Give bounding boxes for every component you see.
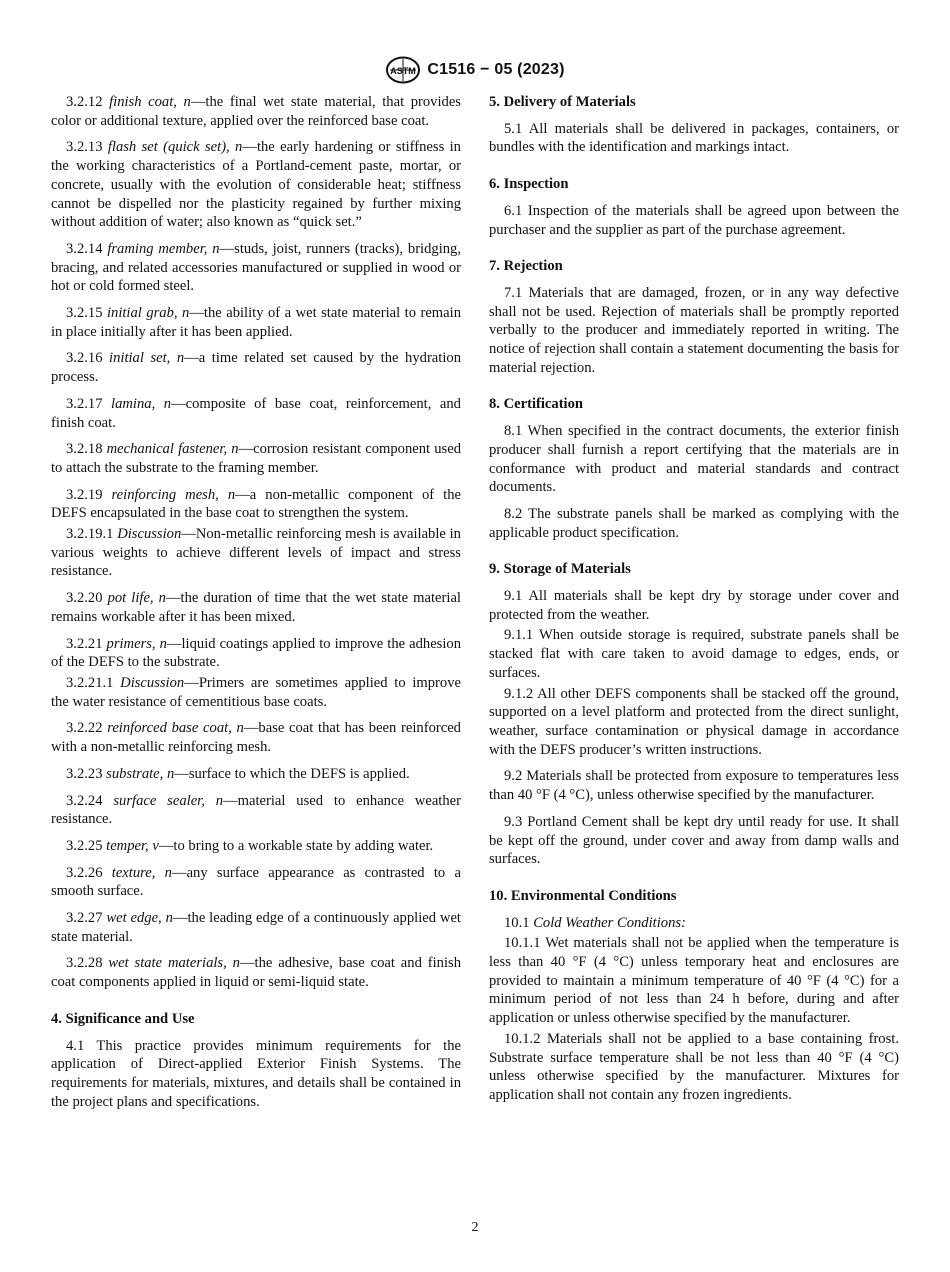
clause-3-2-21-1: 3.2.21.1 Discussion—Primers are sometimes applied to improve the water resistance of cementitious base coats. xyxy=(51,674,461,710)
clause-3-2-19-1: 3.2.19.1 Discussion—Non-metallic reinforcing mesh is available in various weights to achieve different levels of impact and stress resistance. xyxy=(51,526,461,580)
page-header xyxy=(0,55,950,85)
clause-3-2-17: 3.2.17 lamina, n—composite of base coat, reinforcement, and finish coat. xyxy=(51,395,461,431)
section-heading-10: 10. Environmental Conditions xyxy=(489,887,677,904)
section-heading-6: 6. Inspection xyxy=(489,176,569,193)
clause-6-1: 6.1 Inspection of the materials shall be agreed upon between the purchaser and the supplier as part of the purchase agreement. xyxy=(489,202,899,238)
right-column xyxy=(489,93,899,1113)
clause-3-2-15: 3.2.15 initial grab, n—the ability of a wet state material to remain in place initially after it has been applied. xyxy=(51,305,461,340)
section-heading-9: 9. Storage of Materials xyxy=(489,561,631,578)
clause-9-1: 9.1 All materials shall be kept dry by storage under cover and protected from the weather. xyxy=(489,588,899,623)
clause-7-1: 7.1 Materials that are damaged, frozen, or in any way defective shall not be used. Rejection of materials shall be promptly reported verbally to the producer and immediately reported in writing. The notice of rejection shall contain a statement documenting the basis for material rejection. xyxy=(489,284,899,376)
document-designation: C1516 − 05 (2023) xyxy=(427,61,565,78)
astm-logo-text: ASTM xyxy=(390,66,417,76)
clause-8-2: 8.2 The substrate panels shall be marked as complying with the applicable product specification. xyxy=(489,505,900,541)
clause-3-2-22: 3.2.22 reinforced base coat, n—base coat that has been reinforced with a non-metallic reinforcing mesh. xyxy=(51,720,461,756)
clause-9-1-1: 9.1.1 When outside storage is required, substrate panels shall be stacked flat with care taken to avoid damage to edges, ends, or surfaces. xyxy=(489,627,899,681)
clause-3-2-14: 3.2.14 framing member, n—studs, joist, runners (tracks), bridging, bracing, and related accessories manufactured or supplied in wood or hot or cold formed steel. xyxy=(51,240,461,295)
clause-9-2: 9.2 Materials shall be protected from exposure to temperatures less than 40 °F (4 °C), unless otherwise specified by the manufacturer. xyxy=(489,768,899,804)
astm-logo-icon xyxy=(385,56,421,84)
clause-9-1-2: 9.1.2 All other DEFS components shall be stacked off the ground, supported on a level platform and protected from the direct sunlight, weather, surface contamination or physical damage in accordance with the DEFS producer’s written instructions. xyxy=(489,685,899,758)
clause-3-2-28: 3.2.28 wet state materials, n—the adhesive, base coat and finish coat components applied in liquid or semi-liquid state. xyxy=(51,955,461,991)
clause-9-3: 9.3 Portland Cement shall be kept dry until ready for use. It shall be kept off the ground, under cover and away from damp walls and surfaces. xyxy=(489,813,900,868)
page-number: 2 xyxy=(471,1220,479,1235)
section-heading-8: 8. Certification xyxy=(489,396,584,413)
clause-3-2-19: 3.2.19 reinforcing mesh, n—a non-metallic component of the DEFS encapsulated in the base coat to strengthen the system. xyxy=(51,486,461,522)
clause-3-2-20: 3.2.20 pot life, n—the duration of time that the wet state material remains workable after it has been mixed. xyxy=(51,590,461,625)
clause-3-2-12: 3.2.12 finish coat, n—the final wet state material, that provides color or additional texture, applied over the reinforced base coat. xyxy=(51,94,461,129)
clause-3-2-24: 3.2.24 surface sealer, n—material used to enhance weather resistance. xyxy=(51,792,461,828)
clause-3-2-25: 3.2.25 temper, v—to bring to a workable state by adding water. xyxy=(66,837,434,854)
clause-8-1: 8.1 When specified in the contract documents, the exterior finish producer shall furnish a report certifying that the materials are in conformance with product and material standards and contract documents. xyxy=(489,423,899,496)
clause-3-2-18: 3.2.18 mechanical fastener, n—corrosion resistant component used to attach the substrate to the framing member. xyxy=(51,441,461,476)
clause-3-2-13: 3.2.13 flash set (quick set), n—the early hardening or stiffness in the working characteristics of a Portland-cement paste, mortar, or concrete, usually with the evolution of considerable heat; stiffness cannot be dispelled nor the plasticity regained by further mixing without addition of water; also known as “quick set.” xyxy=(51,139,461,231)
clause-3-2-26: 3.2.26 texture, n—any surface appearance as contrasted to a smooth surface. xyxy=(51,864,461,900)
clause-4-1: 4.1 This practice provides minimum requirements for the application of Direct-applied Exterior Finish Systems. The requirements for materials, mixtures, and details shall be contained in the project plans and specifications. xyxy=(51,1037,462,1110)
clause-3-2-16: 3.2.16 initial set, n—a time related set caused by the hydration process. xyxy=(51,350,461,386)
section-heading-4: 4. Significance and Use xyxy=(51,1010,195,1027)
clause-3-2-27: 3.2.27 wet edge, n—the leading edge of a continuously applied wet state material. xyxy=(51,910,461,945)
clause-10-1-1: 10.1.1 Wet materials shall not be applied when the temperature is less than 40 °F (4 °C) unless temporary heat and enclosures are provided to maintain a minimum temperature of 40 °F (4 °C) for a minimum period of not less than 24 h before, during and after application or unless otherwise specified by the manufacturer. xyxy=(489,935,899,1027)
section-heading-5: 5. Delivery of Materials xyxy=(489,94,636,110)
clause-5-1: 5.1 All materials shall be delivered in packages, containers, or bundles with the identification and markings intact. xyxy=(489,120,899,156)
clause-10-1-2: 10.1.2 Materials shall not be applied to a base containing frost. Substrate surface temperature shall be not less than 40 °F (4 °C) unless otherwise specified by the manufacturer. Mixtures for application shall not contain any frozen ingredients. xyxy=(489,1030,899,1103)
left-column xyxy=(51,93,461,1119)
section-heading-7: 7. Rejection xyxy=(489,258,563,275)
clause-3-2-21: 3.2.21 primers, n—liquid coatings applied to improve the adhesion of the DEFS to the substrate. xyxy=(51,635,461,671)
clause-3-2-23: 3.2.23 substrate, n—surface to which the DEFS is applied. xyxy=(66,765,410,782)
clause-10-1: 10.1 Cold Weather Conditions: xyxy=(504,914,686,931)
